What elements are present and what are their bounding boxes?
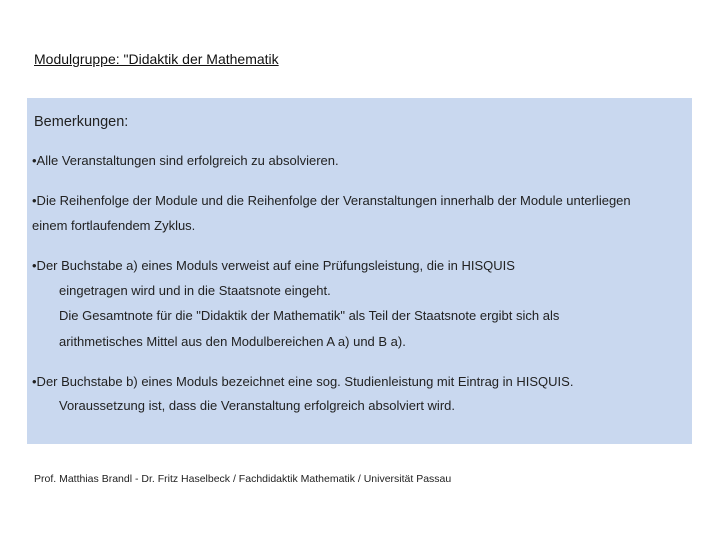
remark-line: Die Gesamtnote für die "Didaktik der Mathematik" als Teil der Staatsnote ergibt sich als	[59, 308, 560, 323]
remark-line: eingetragen wird und in die Staatsnote eingeht.	[59, 283, 331, 298]
remark-line: •Die Reihenfolge der Module und die Reihenfolge der Veranstaltungen innerhalb der Module unterliegen	[32, 193, 631, 208]
remark-line: •Der Buchstabe a) eines Moduls verweist auf eine Prüfungsleistung, die in HISQUIS	[32, 258, 515, 273]
page-title: Modulgruppe: "Didaktik der Mathematik	[34, 51, 279, 67]
remarks-box	[27, 98, 692, 444]
remark-line: einem fortlaufendem Zyklus.	[32, 218, 196, 233]
remark-line: arithmetisches Mittel aus den Modulbereichen A a) und B a).	[59, 334, 406, 349]
footer-credits: Prof. Matthias Brandl - Dr. Fritz Haselbeck / Fachdidaktik Mathematik / Universität Passau	[34, 473, 452, 485]
remarks-heading: Bemerkungen:	[34, 114, 129, 130]
remark-line: •Alle Veranstaltungen sind erfolgreich zu absolvieren.	[32, 153, 339, 168]
remark-line: Voraussetzung ist, dass die Veranstaltung erfolgreich absolviert wird.	[59, 398, 455, 413]
remark-line: •Der Buchstabe b) eines Moduls bezeichnet eine sog. Studienleistung mit Eintrag in HISQUIS.	[32, 374, 574, 389]
